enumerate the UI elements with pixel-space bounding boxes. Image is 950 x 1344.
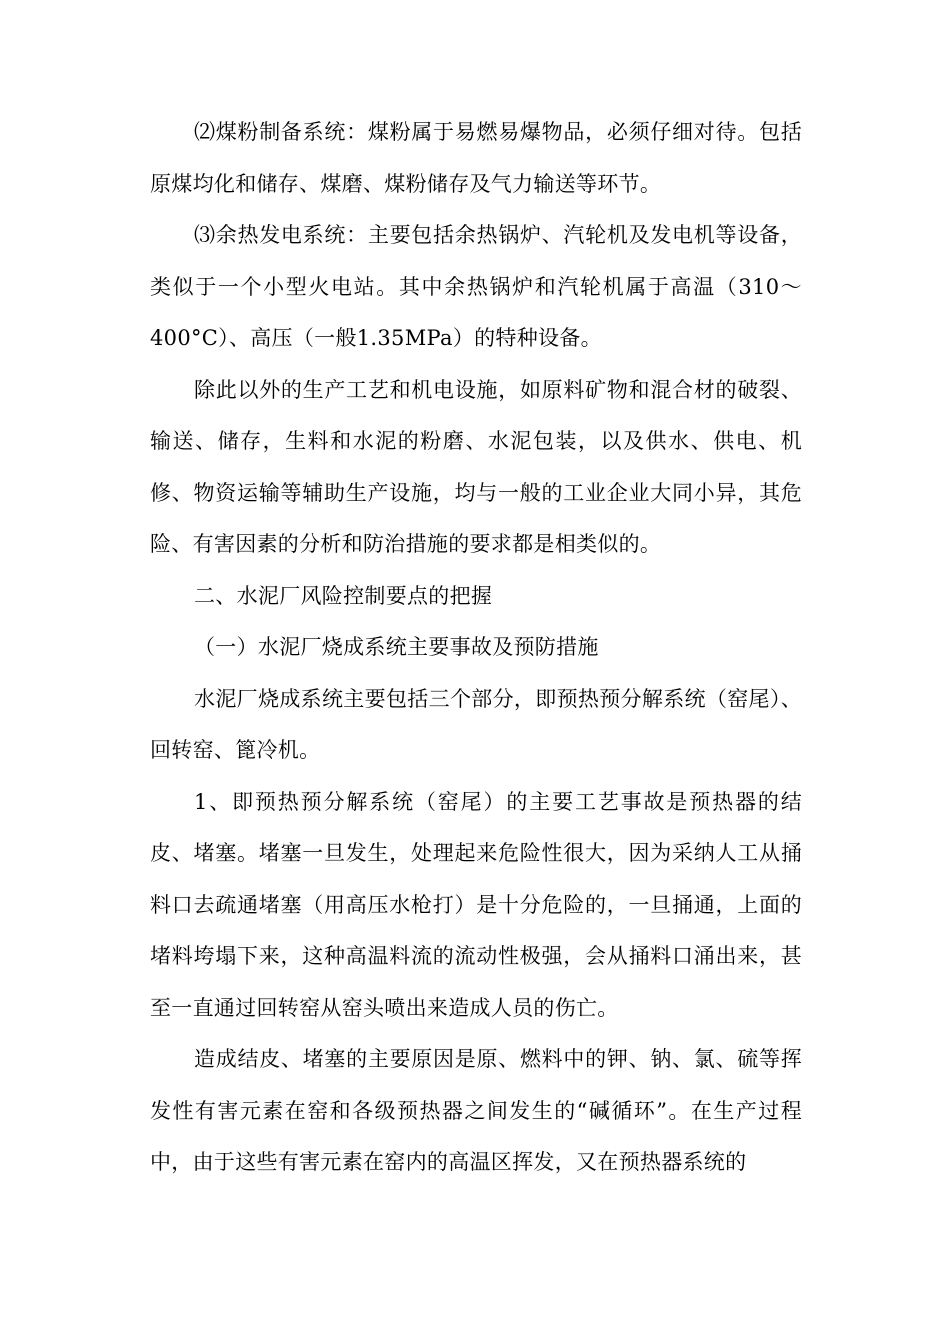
paragraph-blockage-causes: 造成结皮、堵塞的主要原因是原、燃料中的钾、钠、氯、硫等挥发性有害元素在窑和各级预热器之间发生的“碱循环”。在生产过程中，由于这些有害元素在窑内的高温区挥发，又在预热器系统的 [150, 1047, 802, 1174]
paragraph-coal-powder-system: ⑵煤粉制备系统：煤粉属于易燃易爆物品，必须仔细对待。包括原煤均化和储存、煤磨、煤粉储存及气力输送等环节。 [150, 120, 802, 196]
paragraph-waste-heat-power: ⑶余热发电系统：主要包括余热锅炉、汽轮机及发电机等设备，类似于一个小型火电站。其中余热锅炉和汽轮机属于高温（310～400°C）、高压（一般1.35MPa）的特种设备。 [150, 223, 802, 350]
paragraph-kiln-parts: 水泥厂烧成系统主要包括三个部分，即预热预分解系统（窑尾）、回转窑、篦冷机。 [150, 686, 802, 762]
section-heading-risk-control: 二、水泥厂风险控制要点的把握 [194, 583, 493, 608]
paragraph-other-facilities: 除此以外的生产工艺和机电设施，如原料矿物和混合材的破裂、输送、储存，生料和水泥的粉磨、水泥包装，以及供水、供电、机修、物资运输等辅助生产设施，均与一般的工业企业大同小异，其危险、有害因素的分析和防治措施的要求都是相类似的。 [150, 377, 802, 556]
paragraph-preheater-accidents: 1、即预热预分解系统（窑尾）的主要工艺事故是预热器的结皮、堵塞。堵塞一旦发生，处理起来危险性很大，因为采纳人工从捅料口去疏通堵塞（用高压水枪打）是十分危险的，一旦捅通，上面的堵料垮塌下来，这种高温料流的流动性极强，会从捅料口涌出来，甚至一直通过回转窑从窑头喷出来造成人员的伤亡。 [150, 789, 802, 1020]
subsection-heading-kiln-system: （一）水泥厂烧成系统主要事故及预防措施 [194, 635, 599, 659]
document-page [150, 107, 802, 1189]
